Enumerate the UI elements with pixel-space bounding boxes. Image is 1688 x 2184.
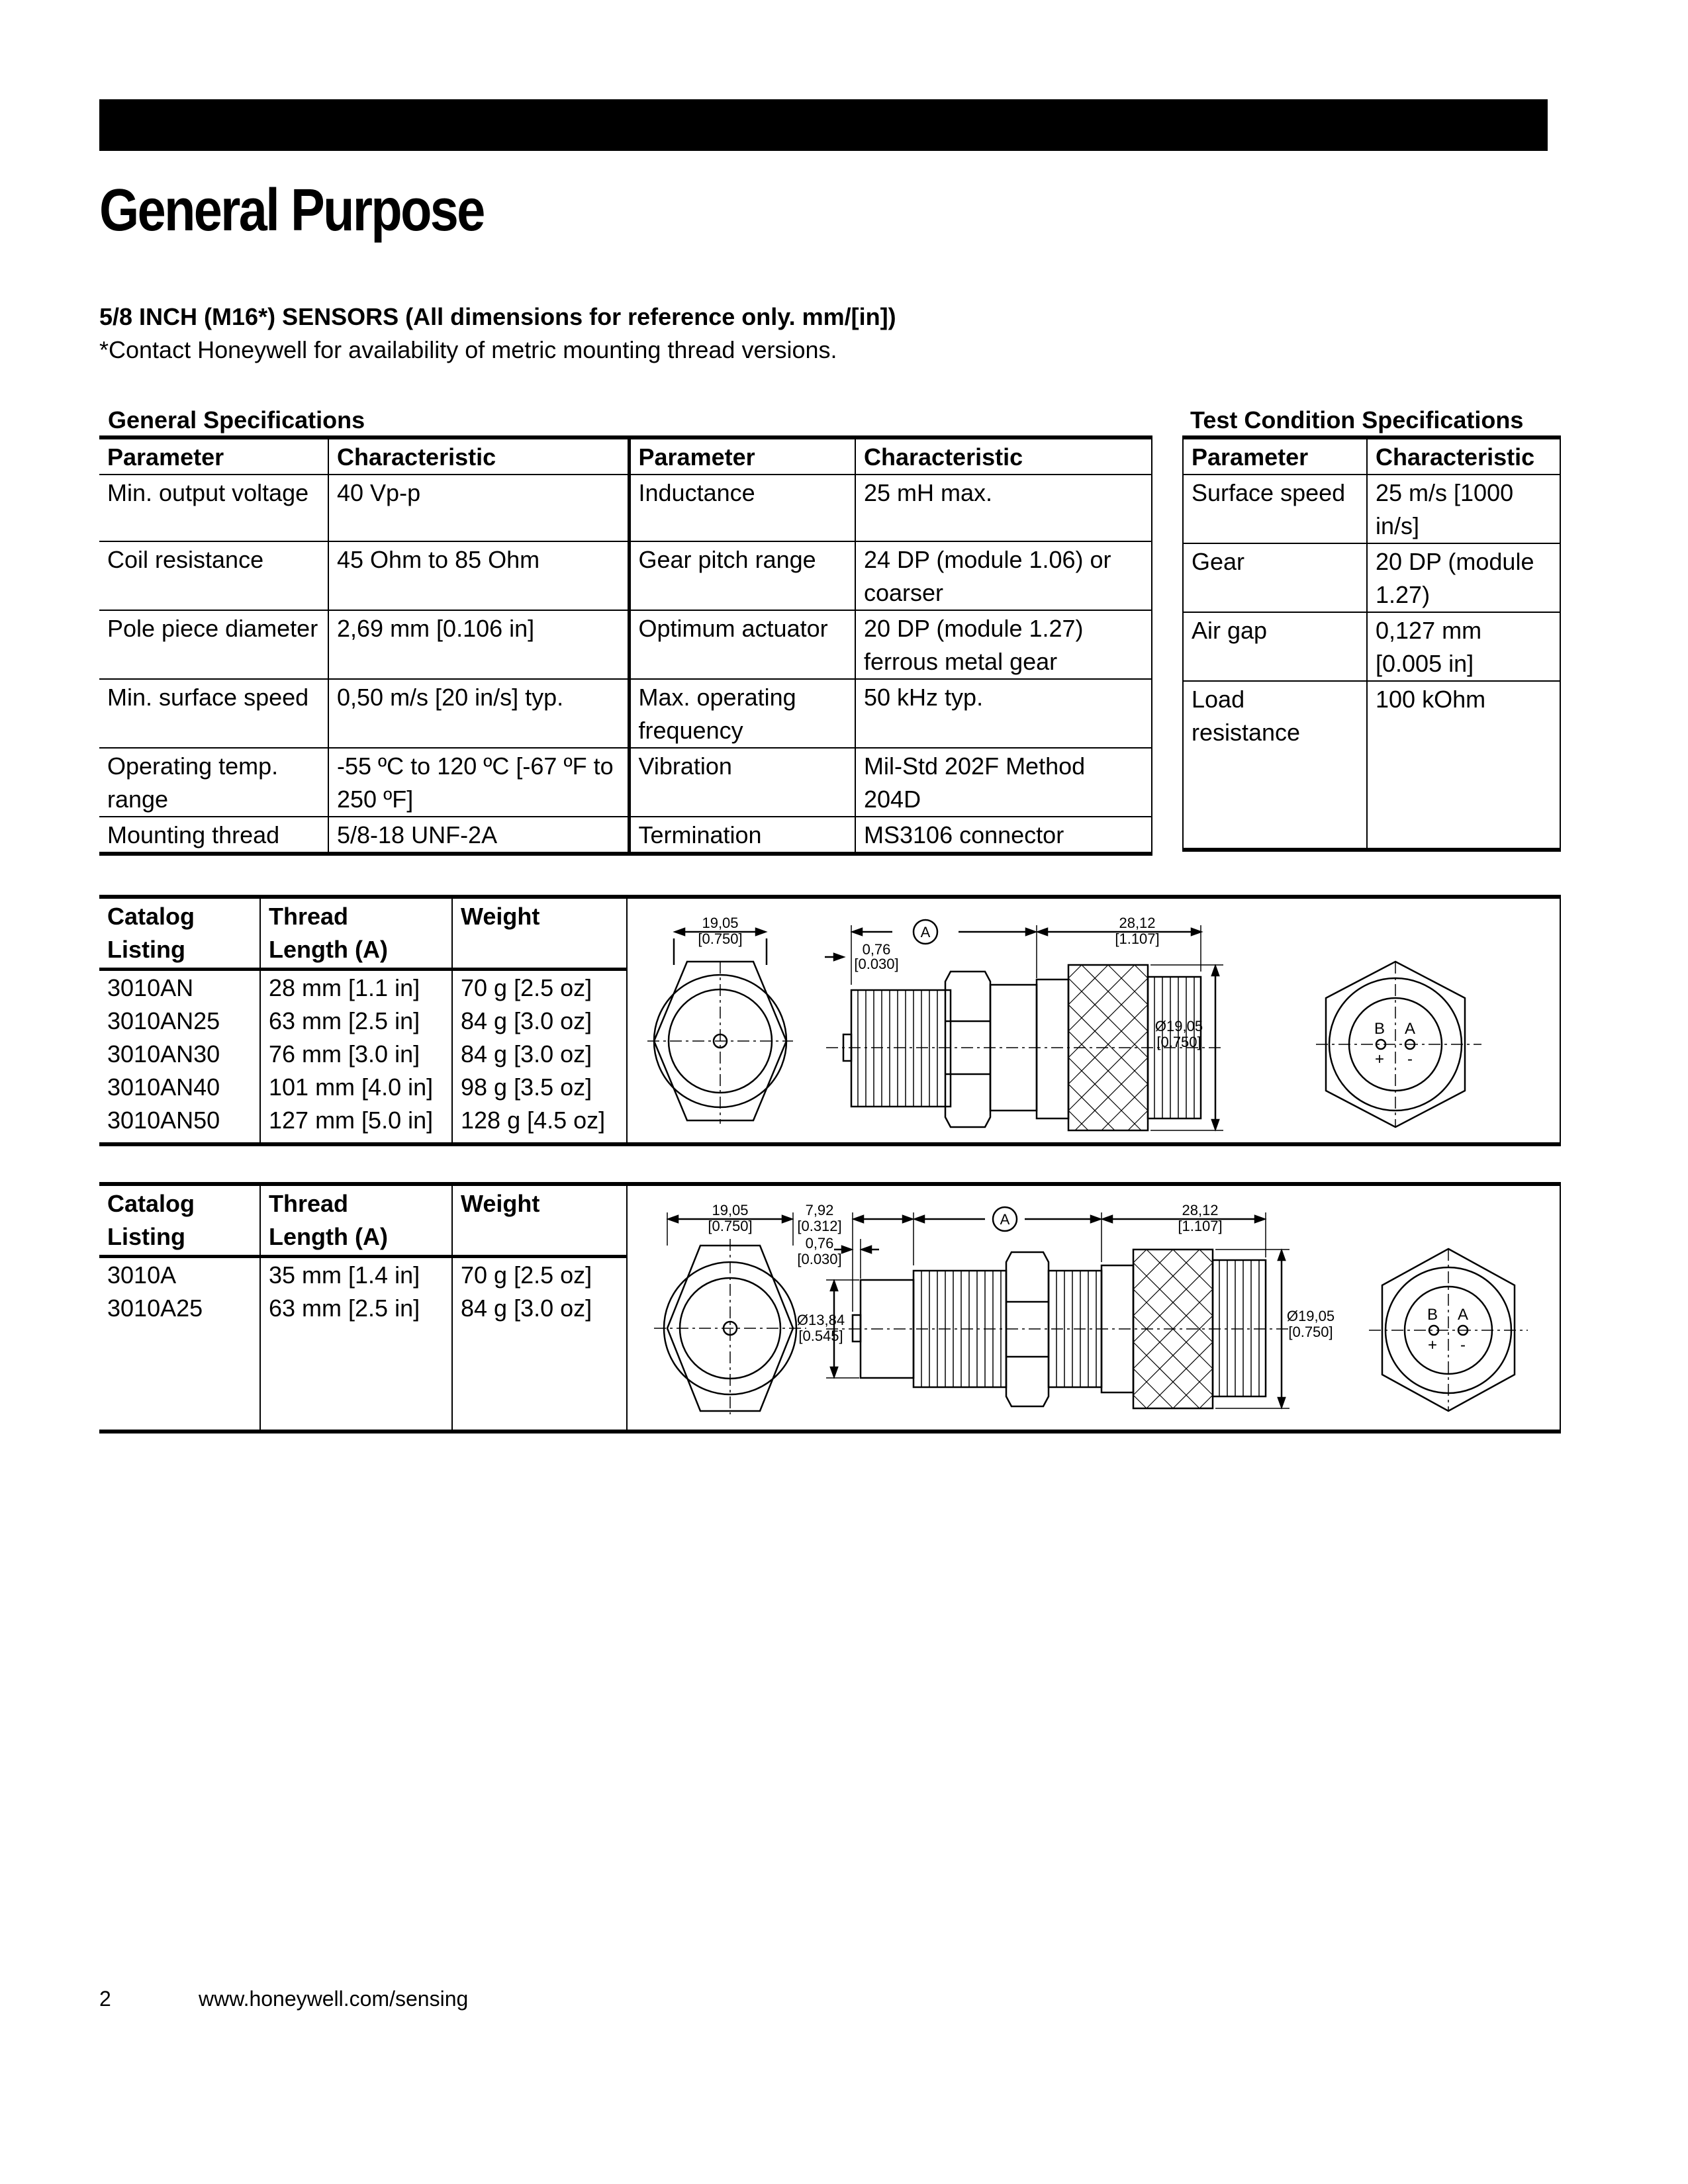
table-row	[99, 679, 1152, 748]
dim-gap-in: [0.030]	[797, 1251, 842, 1267]
pin-plus-label: +	[1374, 1050, 1385, 1068]
table-cell: 84 g [3.0 oz]	[461, 1007, 592, 1034]
table-row	[99, 541, 1152, 610]
table-cell: Vibration	[629, 748, 855, 817]
table-cell: Min. output voltage	[99, 475, 328, 541]
table-cell: Mounting thread	[99, 817, 328, 854]
dim-diameter-in: [0.750]	[1156, 1034, 1201, 1050]
table-cell: 127 mm [5.0 in]	[269, 1107, 434, 1134]
catalog-3010an-box	[99, 895, 1561, 1146]
table-cell: Max. operating frequency	[629, 679, 855, 748]
pin-minus-label: -	[1460, 1336, 1466, 1354]
table-cell: 3010AN	[107, 974, 194, 1001]
dim-hex-across-in: [0.750]	[698, 931, 743, 947]
sensor-side-view	[825, 915, 1223, 1130]
table-cell: Coil resistance	[99, 541, 328, 610]
table-cell: 128 g [4.5 oz]	[461, 1107, 606, 1134]
header-line: Catalog	[107, 903, 195, 930]
pin-a-label: A	[1404, 1020, 1416, 1038]
page-number: 2	[99, 1987, 111, 2011]
table-cell: 24 DP (module 1.06) or coarser	[855, 541, 1152, 610]
header-line: Length (A)	[269, 1223, 388, 1250]
table-cell: 76 mm [3.0 in]	[269, 1040, 420, 1068]
dim-diameter: Ø19,05	[1154, 1018, 1203, 1034]
table-cell: 28 mm [1.1 in]	[269, 974, 420, 1001]
general-specs-caption: General Specifications	[108, 406, 365, 433]
sensor-3010a-drawing	[628, 1186, 1558, 1430]
table-row	[99, 475, 1152, 541]
table-cell: Gear pitch range	[629, 541, 855, 610]
thread-length-header	[261, 900, 388, 966]
table-row	[99, 748, 1152, 817]
table-cell: 100 kOhm	[1367, 681, 1560, 850]
table-cell: 63 mm [2.5 in]	[269, 1007, 420, 1034]
table-cell: 70 g [2.5 oz]	[461, 974, 592, 1001]
dim-tip-diameter: Ø13,84	[796, 1312, 845, 1328]
general-specs-table	[99, 435, 1152, 856]
table-cell: 0,127 mm [0.005 in]	[1367, 612, 1560, 681]
dim-tip-length-in: [0.312]	[797, 1218, 842, 1234]
dim-diameter: Ø19,05	[1286, 1308, 1335, 1324]
dim-connector-length: 28,12	[1119, 915, 1156, 931]
table-cell: Pole piece diameter	[99, 610, 328, 679]
header-rule	[99, 1255, 628, 1258]
table-row	[1183, 475, 1560, 543]
table-cell: Termination	[629, 817, 855, 854]
table-cell: 3010A25	[107, 1295, 203, 1322]
table-cell: 20 DP (module 1.27) ferrous metal gear	[855, 610, 1152, 679]
table-cell: Inductance	[629, 475, 855, 541]
table-cell: -55 ºC to 120 ºC [-67 ºF to 250 ºF]	[328, 748, 629, 817]
table-cell: 3010AN25	[107, 1007, 220, 1034]
thread-length-column	[261, 1259, 420, 1325]
table-cell: 3010AN30	[107, 1040, 220, 1068]
table-cell: Load resistance	[1183, 681, 1367, 850]
dim-gap: 0,76	[805, 1235, 834, 1251]
section-heading: 5/8 INCH (M16*) SENSORS (All dimensions for reference only. mm/[in])	[99, 303, 896, 330]
table-cell: 0,50 m/s [20 in/s] typ.	[328, 679, 629, 748]
table-row	[99, 817, 1152, 854]
dim-connector-length-in: [1.107]	[1115, 931, 1160, 947]
table-cell: Operating temp. range	[99, 748, 328, 817]
header-cell: Parameter	[1183, 437, 1367, 475]
table-cell: 3010AN50	[107, 1107, 220, 1134]
pin-a-label: A	[1457, 1306, 1469, 1324]
table-row	[99, 610, 1152, 679]
header-cell: Characteristic	[1367, 437, 1560, 475]
table-cell: Min. surface speed	[99, 679, 328, 748]
weight-column	[453, 1259, 592, 1325]
catalog-listing-header	[99, 900, 195, 966]
dim-connector-length: 28,12	[1182, 1202, 1219, 1218]
dim-hex-across-in: [0.750]	[708, 1218, 753, 1234]
dim-hex-across: 19,05	[712, 1202, 749, 1218]
table-cell: 20 DP (module 1.27)	[1367, 543, 1560, 612]
sensor-side-view	[797, 1202, 1335, 1408]
header-bar	[99, 99, 1548, 151]
test-specs-caption: Test Condition Specifications	[1190, 406, 1524, 433]
thread-length-column	[261, 972, 433, 1137]
header-line: Catalog	[107, 1190, 195, 1217]
table-cell: Optimum actuator	[629, 610, 855, 679]
catalog-listing-header	[99, 1187, 195, 1253]
header-line: Thread	[269, 903, 349, 930]
dim-hex-across: 19,05	[702, 915, 739, 931]
table-cell: 5/8-18 UNF-2A	[328, 817, 629, 854]
page-title: General Purpose	[99, 177, 484, 244]
weight-header: Weight	[461, 903, 540, 930]
header-line: Listing	[107, 1223, 185, 1250]
table-row	[1183, 681, 1560, 850]
header-line: Length (A)	[269, 936, 388, 963]
availability-note: *Contact Honeywell for availability of metric mounting thread versions.	[99, 336, 837, 363]
thread-length-header	[261, 1187, 388, 1253]
header-cell: Characteristic	[855, 437, 1152, 475]
pin-b-label: B	[1374, 1020, 1385, 1038]
table-cell: 50 kHz typ.	[855, 679, 1152, 748]
table-cell: 25 mH max.	[855, 475, 1152, 541]
weight-header: Weight	[461, 1190, 540, 1217]
dim-gap: 0,76	[862, 941, 891, 958]
table-cell: 98 g [3.5 oz]	[461, 1073, 592, 1101]
dim-a-label: A	[920, 924, 931, 940]
table-cell: 25 m/s [1000 in/s]	[1367, 475, 1560, 543]
table-cell: Air gap	[1183, 612, 1367, 681]
pin-plus-label: +	[1427, 1336, 1438, 1354]
table-cell: 63 mm [2.5 in]	[269, 1295, 420, 1322]
header-rule	[99, 968, 628, 971]
table-cell: 101 mm [4.0 in]	[269, 1073, 434, 1101]
weight-column	[453, 972, 605, 1137]
table-cell: 45 Ohm to 85 Ohm	[328, 541, 629, 610]
header-cell: Parameter	[629, 437, 855, 475]
catalog-3010a-box	[99, 1182, 1561, 1433]
table-cell: 40 Vp-p	[328, 475, 629, 541]
hex-end-view	[654, 1202, 806, 1414]
connector-end-view	[1369, 1249, 1528, 1411]
table-row	[1183, 612, 1560, 681]
table-cell: 84 g [3.0 oz]	[461, 1040, 592, 1068]
table-cell: 35 mm [1.4 in]	[269, 1261, 420, 1289]
dim-gap-in: [0.030]	[854, 956, 899, 972]
test-conditions-table	[1182, 435, 1561, 852]
dim-tip-diameter-in: [0.545]	[798, 1328, 843, 1344]
table-cell: Mil-Std 202F Method 204D	[855, 748, 1152, 817]
table-header-row	[99, 437, 1152, 475]
table-cell: 3010A	[107, 1261, 177, 1289]
table-row	[1183, 543, 1560, 612]
catalog-listing-column	[99, 972, 220, 1137]
pin-minus-label: -	[1407, 1050, 1413, 1068]
table-cell: 2,69 mm [0.106 in]	[328, 610, 629, 679]
hex-end-view	[647, 915, 793, 1124]
table-cell: 70 g [2.5 oz]	[461, 1261, 592, 1289]
header-cell: Characteristic	[328, 437, 629, 475]
table-header-row	[1183, 437, 1560, 475]
dim-diameter-in: [0.750]	[1288, 1324, 1333, 1340]
table-cell: Surface speed	[1183, 475, 1367, 543]
table-cell: MS3106 connector	[855, 817, 1152, 854]
header-line: Thread	[269, 1190, 349, 1217]
table-cell: 84 g [3.0 oz]	[461, 1295, 592, 1322]
sensor-3010an-drawing	[628, 899, 1558, 1142]
header-line: Listing	[107, 936, 185, 963]
dim-a-label: A	[1000, 1211, 1010, 1228]
connector-end-view	[1316, 962, 1481, 1127]
dim-connector-length-in: [1.107]	[1178, 1218, 1223, 1234]
table-cell: 3010AN40	[107, 1073, 220, 1101]
dim-tip-length: 7,92	[805, 1202, 834, 1218]
table-cell: Gear	[1183, 543, 1367, 612]
header-cell: Parameter	[99, 437, 328, 475]
pin-b-label: B	[1427, 1306, 1438, 1324]
catalog-listing-column	[99, 1259, 203, 1325]
footer-link[interactable]: www.honeywell.com/sensing	[199, 1987, 469, 2011]
